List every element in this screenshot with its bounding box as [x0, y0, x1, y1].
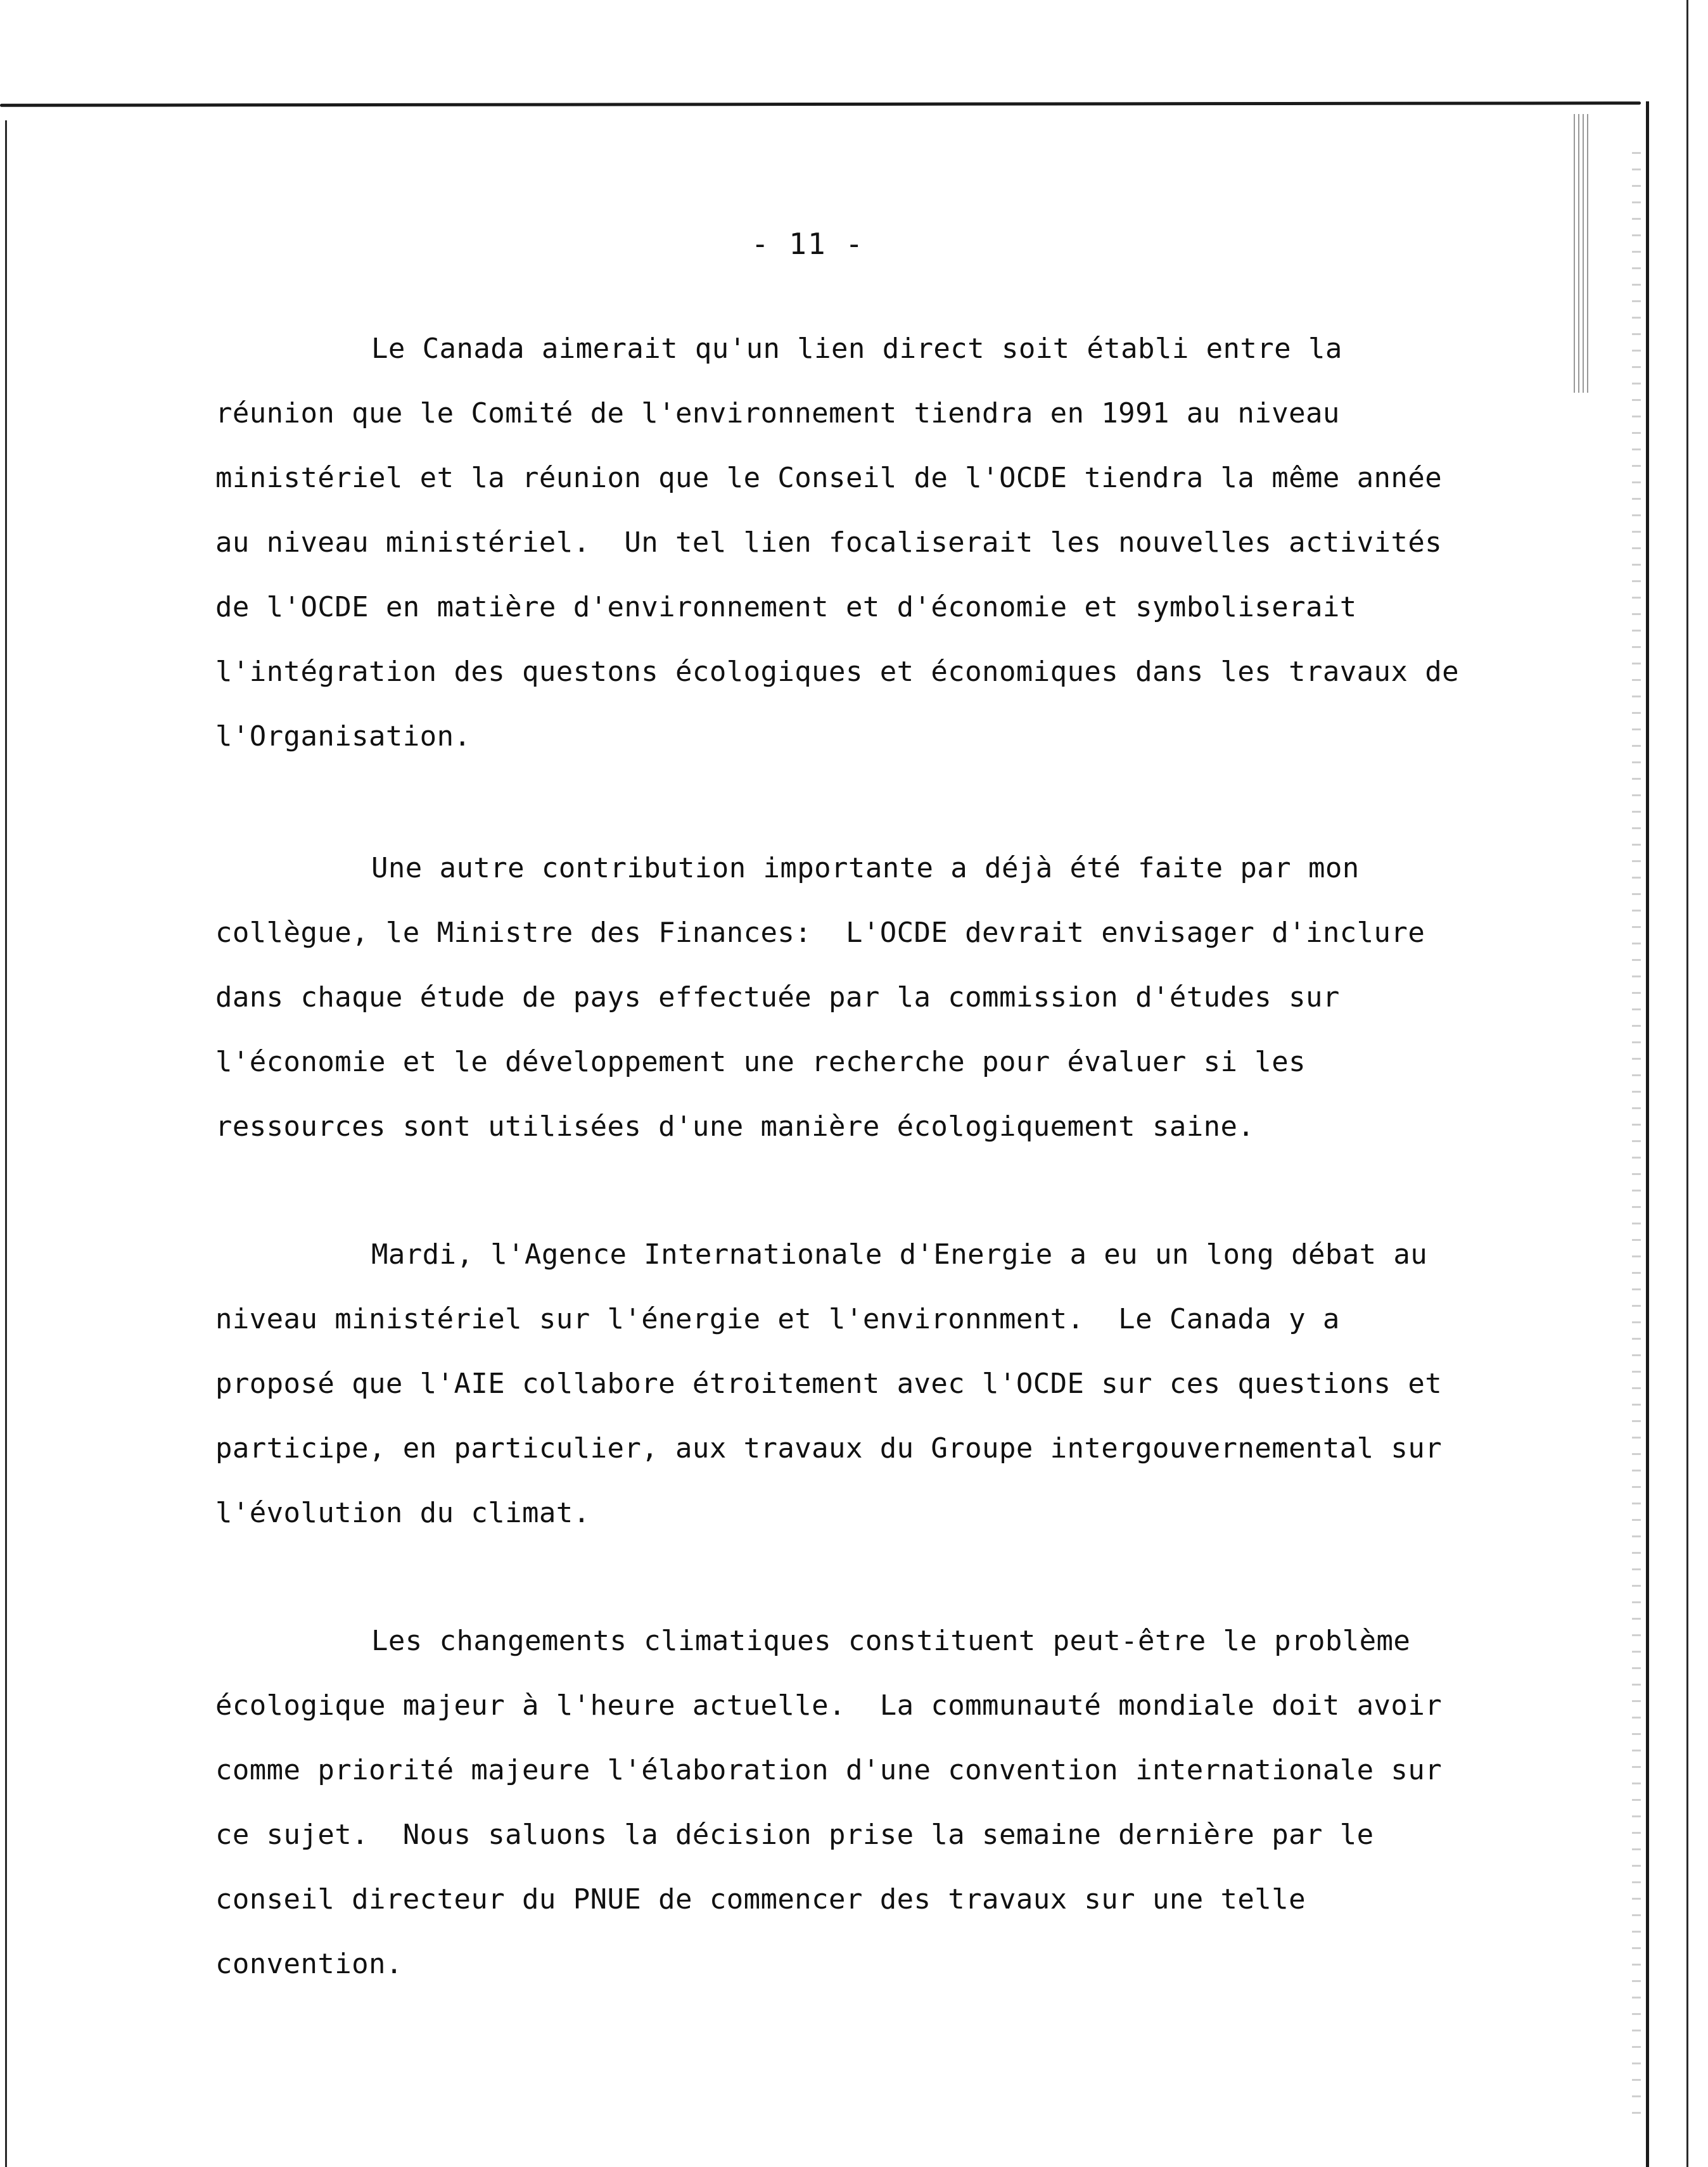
paragraph-line: comme priorité majeure l'élaboration d'une convention internationale sur	[215, 1754, 1443, 1786]
paragraph-line: ressources sont utilisées d'une manière écologiquement saine.	[215, 1110, 1255, 1143]
scan-border-right	[1686, 0, 1688, 2167]
scan-edge-dots	[1632, 152, 1641, 2116]
paragraph-line: ce sujet. Nous saluons la décision prise la semaine dernière par le	[215, 1819, 1374, 1851]
paragraph	[215, 1609, 1609, 1997]
paragraph-line: ministériel et la réunion que le Conseil de l'OCDE tiendra la même année	[215, 462, 1443, 494]
paragraph-line: de l'OCDE en matière d'environnement et d'économie et symboliserait	[215, 591, 1357, 623]
paragraph-line: réunion que le Comité de l'environnement tiendra en 1991 au niveau	[215, 397, 1340, 429]
paragraph-line: conseil directeur du PNUE de commencer des travaux sur une telle	[215, 1883, 1306, 1916]
page-frame-top-edge	[0, 101, 1641, 107]
page-frame-right-edge	[1646, 101, 1649, 2167]
paragraph-line: Les changements climatiques constituent peut-être le problème	[371, 1625, 1411, 1657]
paragraph-line: dans chaque étude de pays effectuée par la commission d'études sur	[215, 981, 1340, 1014]
paragraph-line: Une autre contribution importante a déjà été faite par mon	[371, 852, 1360, 884]
paragraph-line: convention.	[215, 1948, 403, 1980]
paragraph-line: Mardi, l'Agence Internationale d'Energie a eu un long débat au	[371, 1238, 1428, 1271]
paragraph-line: au niveau ministériel. Un tel lien focaliserait les nouvelles activités	[215, 526, 1443, 559]
paragraph	[215, 836, 1609, 1159]
paragraph-line: l'évolution du climat.	[215, 1497, 590, 1529]
paragraph	[215, 1223, 1609, 1546]
paragraph-line: participe, en particulier, aux travaux du Groupe intergouvernemental sur	[215, 1432, 1443, 1465]
paragraph-line: l'économie et le développement une recherche pour évaluer si les	[215, 1046, 1306, 1078]
paragraph	[215, 317, 1609, 769]
page-number: - 11 -	[751, 227, 865, 261]
paragraph-line: proposé que l'AIE collabore étroitement avec l'OCDE sur ces questions et	[215, 1368, 1443, 1400]
page-frame-left-edge	[5, 120, 7, 2167]
paragraph-line: l'intégration des questons écologiques et économiques dans les travaux de	[215, 656, 1459, 688]
paragraph-line: collègue, le Ministre des Finances: L'OCDE devrait envisager d'inclure	[215, 917, 1425, 949]
paragraph-line: l'Organisation.	[215, 720, 471, 753]
paragraph-line: niveau ministériel sur l'énergie et l'environnment. Le Canada y a	[215, 1303, 1340, 1335]
paragraph-line: Le Canada aimerait qu'un lien direct soit établi entre la	[371, 333, 1342, 365]
paragraph-line: écologique majeur à l'heure actuelle. La communauté mondiale doit avoir	[215, 1689, 1443, 1722]
